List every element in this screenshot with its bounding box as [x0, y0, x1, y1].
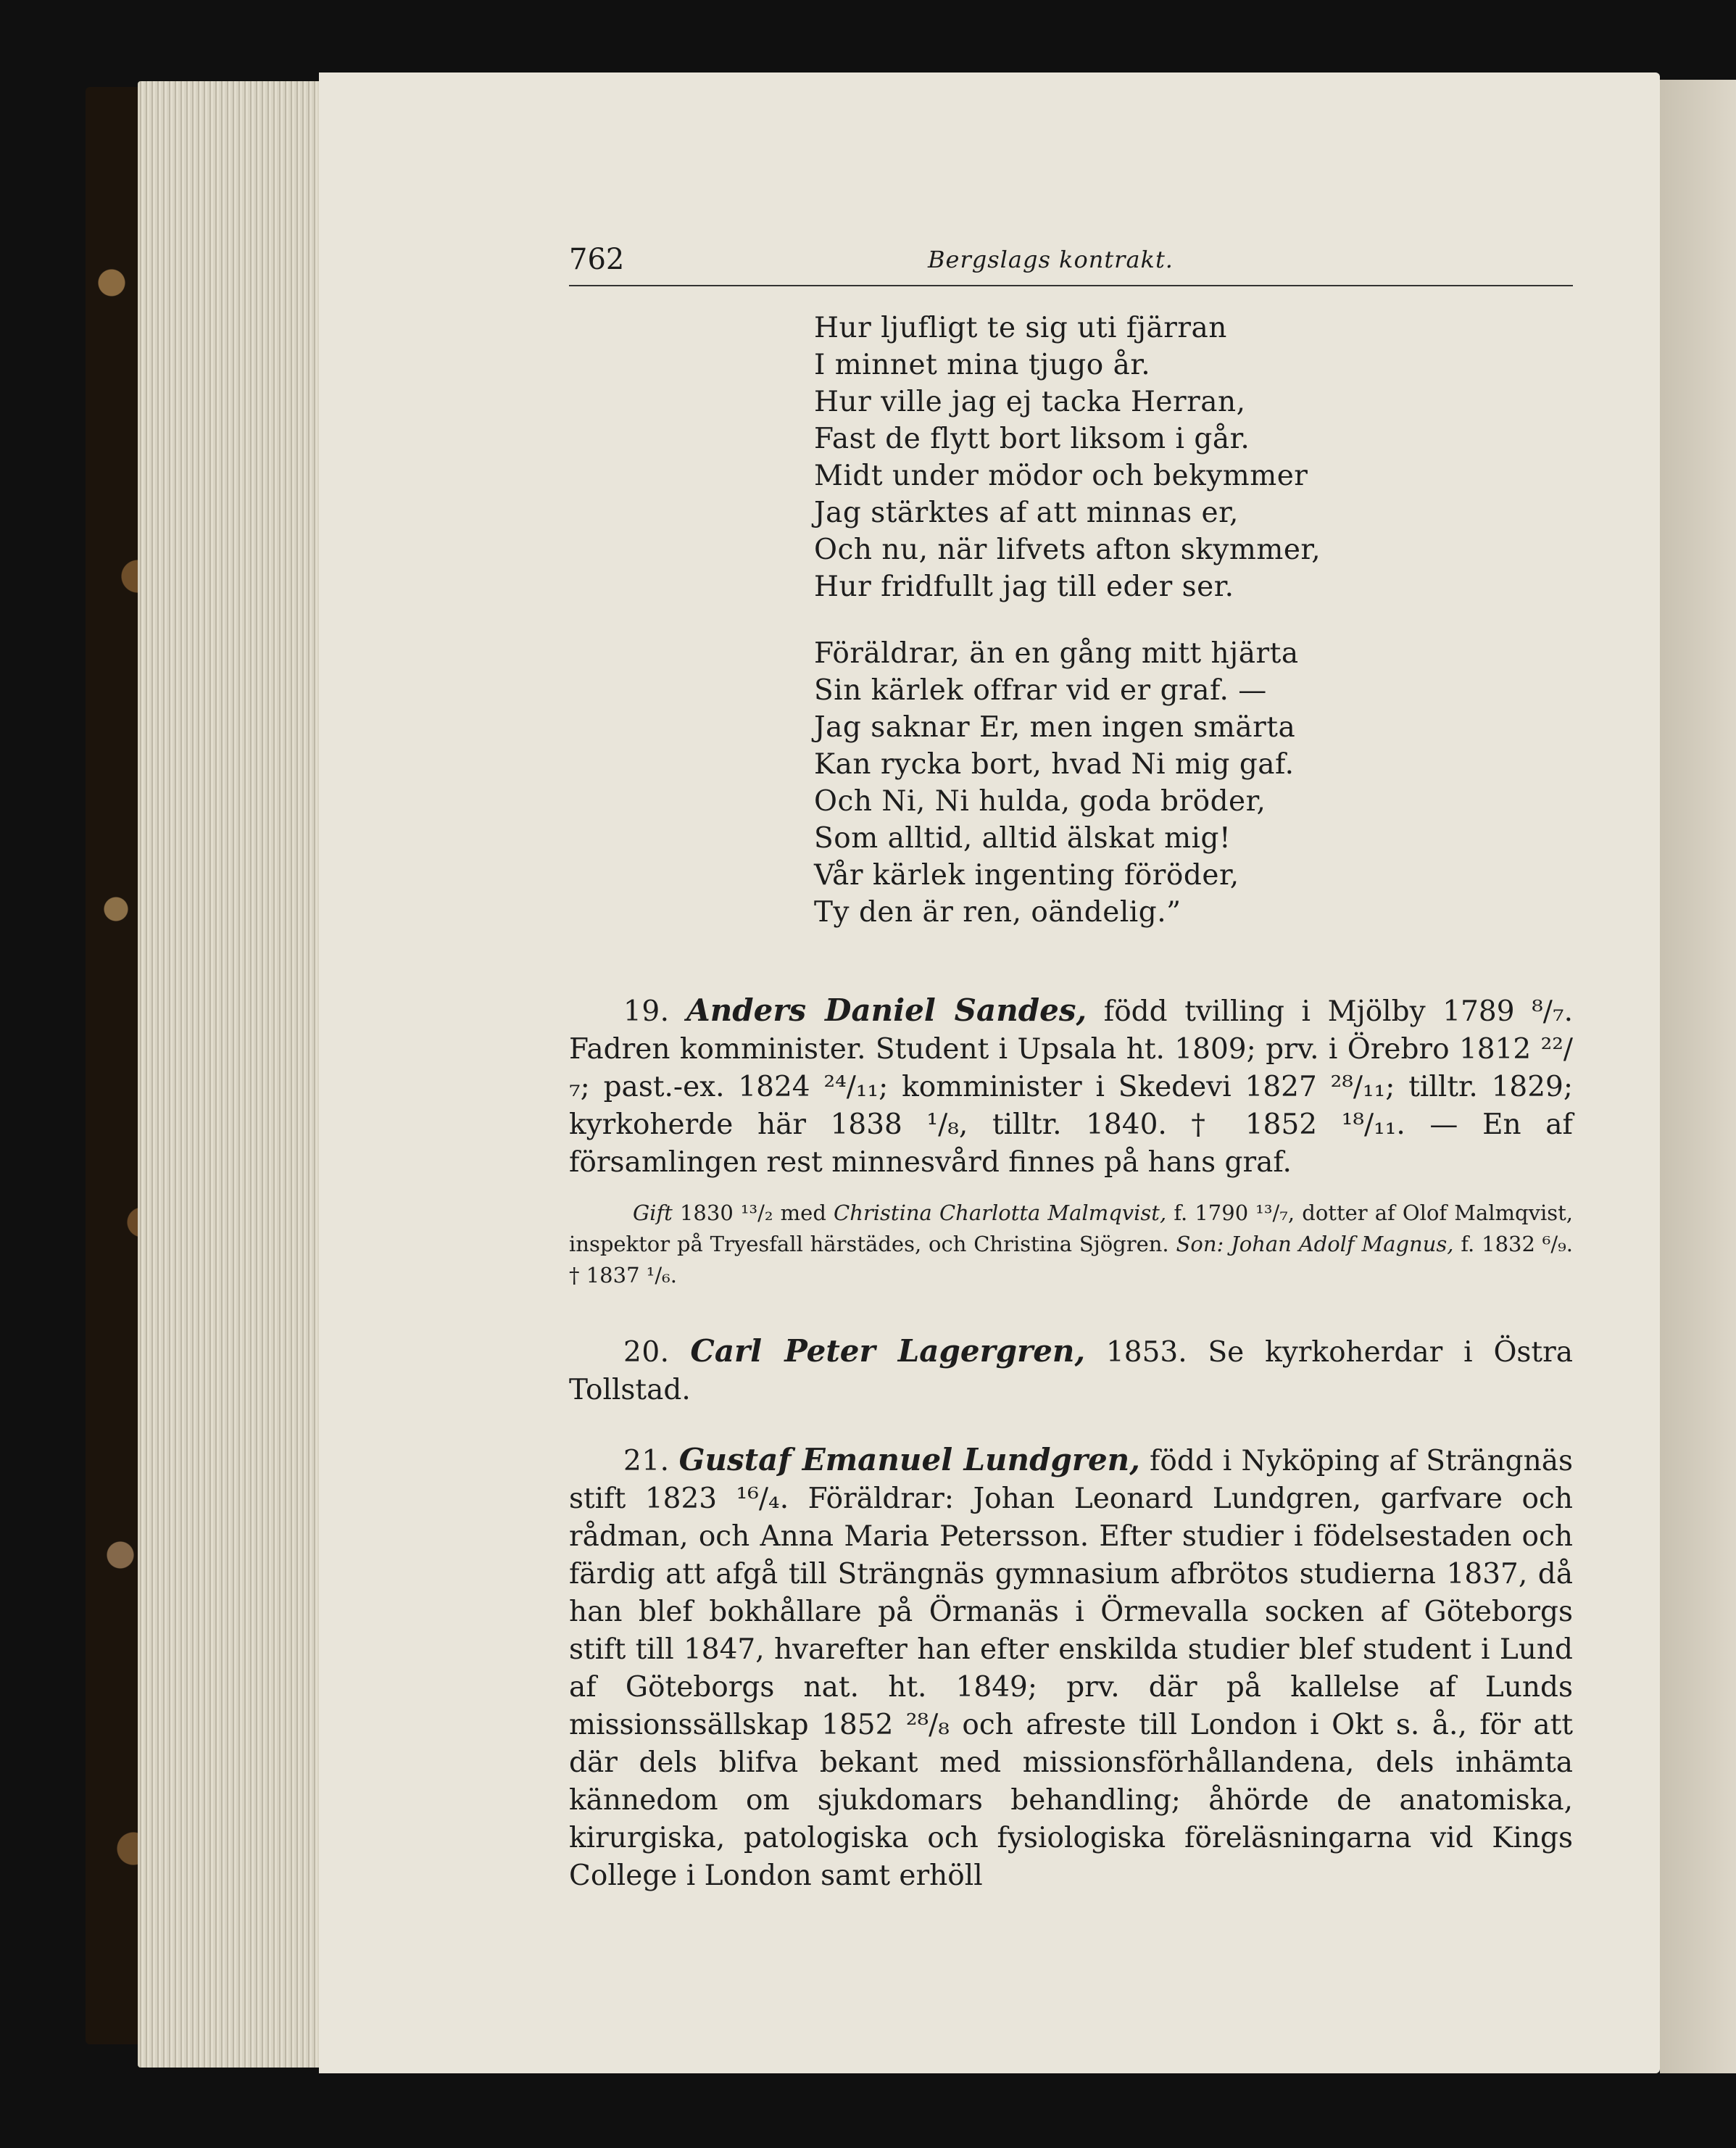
- poem-line: Hur fridfullt jag till eder ser.: [814, 571, 1234, 603]
- poem-stanza: [814, 310, 1394, 605]
- poem-line: Vår kärlek ingenting föröder,: [814, 859, 1239, 892]
- note-text: f. 1790 ¹³/₇, dotter af Olof Malmqvist, inspektor på Tryesfall härstädes, och Christina Sjögren.: [569, 1201, 1574, 1256]
- note-wife-name: Christina Charlotta Malmqvist,: [834, 1201, 1167, 1225]
- poem-line: Som alltid, alltid älskat mig!: [814, 822, 1232, 855]
- entry-number: 21.: [623, 1445, 670, 1477]
- entry-19-family-note: [569, 1198, 1573, 1291]
- entry-text: 1853. Se kyrkoherdar i Östra Tollstad.: [569, 1336, 1574, 1406]
- page-block-edges: [138, 81, 326, 2068]
- poem-line: Och Ni, Ni hulda, goda bröder,: [814, 785, 1266, 818]
- poem-line: Hur ljufligt te sig uti fjärran: [814, 312, 1227, 344]
- poem-line: Och nu, när lifvets afton skymmer,: [814, 534, 1321, 566]
- poem-line: Sin kärlek offrar vid er graf. —: [814, 674, 1267, 707]
- page-header: [569, 236, 1573, 286]
- entry-text: född tvilling i Mjölby 1789 ⁸/₇. Fadren komminister. Student i Upsala ht. 1809; prv. i Örebro 1812 ²²/₇; past.-ex. 1824 ²⁴/₁₁; komminister i Skedevi 1827 ²⁸/₁₁; tilltr. 1829; kyrkoherde här 1838 ¹/₈, tilltr. 1840. † 1852 ¹⁸/₁₁. — En af församlingen rest minnesvård finnes på hans graf.: [569, 995, 1573, 1179]
- poem-stanza: [814, 635, 1394, 931]
- note-text: f. 1832 ⁶/₉. † 1837 ¹/₆.: [569, 1232, 1573, 1287]
- poem: [814, 310, 1394, 931]
- entry-19: [569, 992, 1573, 1182]
- note-gift-label: Gift: [633, 1201, 673, 1225]
- poem-line: Jag stärktes af att minnas er,: [814, 497, 1239, 529]
- poem-line: Hur ville jag ej tacka Herran,: [814, 386, 1246, 418]
- entry-number: 20.: [623, 1336, 670, 1369]
- running-title: Bergslags kontrakt.: [928, 246, 1174, 273]
- entry-name: Anders Daniel Sandes,: [686, 992, 1087, 1028]
- note-son-label: Son:: [1176, 1232, 1224, 1256]
- note-son-name: Johan Adolf Magnus,: [1231, 1232, 1454, 1256]
- entry-21: [569, 1441, 1573, 1895]
- poem-line: Kan rycka bort, hvad Ni mig gaf.: [814, 748, 1295, 781]
- entry-number: 19.: [623, 995, 670, 1028]
- adjacent-page: [1660, 80, 1736, 2073]
- poem-line: Föräldrar, än en gång mitt hjärta: [814, 637, 1299, 670]
- entry-text: född i Nyköping af Strängnäs stift 1823 ¹⁶/₄. Föräldrar: Johan Leonard Lundgren, garfvare och rådman, och Anna Maria Petersson. Efter studier i födelsestaden och färdig att afgå till Strängnäs gymnasium afbrötos studierna 1837, då han blef bokhållare på Örmanäs i Örmevalla socken af Göteborgs stift till 1847, hvarefter han efter enskilda studier blef student i Lund af Göteborgs nat. ht. 1849; prv. där på kallelse af Lunds missionssällskap 1852 ²⁸/₈ och afreste till London i Okt s. å., för att där dels blifva bekant med missionsförhållandena, dels inhämta kännedom om sjukdomars behandling; åhörde de anatomiska, kirurgiska, patologiska och fysiologiska föreläsningarna vid Kings College i London samt erhöll: [569, 1445, 1573, 1892]
- entry-name: Gustaf Emanuel Lundgren,: [678, 1442, 1140, 1477]
- header-rule: [569, 285, 1573, 286]
- poem-line: Midt under mödor och bekymmer: [814, 460, 1308, 492]
- poem-line: Ty den är ren, oändelig.”: [814, 896, 1181, 929]
- entry-20: [569, 1332, 1573, 1409]
- poem-line: Fast de flytt bort liksom i går.: [814, 423, 1250, 455]
- poem-line: Jag saknar Er, men ingen smärta: [814, 711, 1296, 744]
- entry-name: Carl Peter Lagergren,: [690, 1333, 1086, 1369]
- page-number: 762: [569, 243, 625, 276]
- note-text: 1830 ¹³/₂ med: [679, 1201, 826, 1225]
- poem-line: I minnet mina tjugo år.: [814, 349, 1151, 381]
